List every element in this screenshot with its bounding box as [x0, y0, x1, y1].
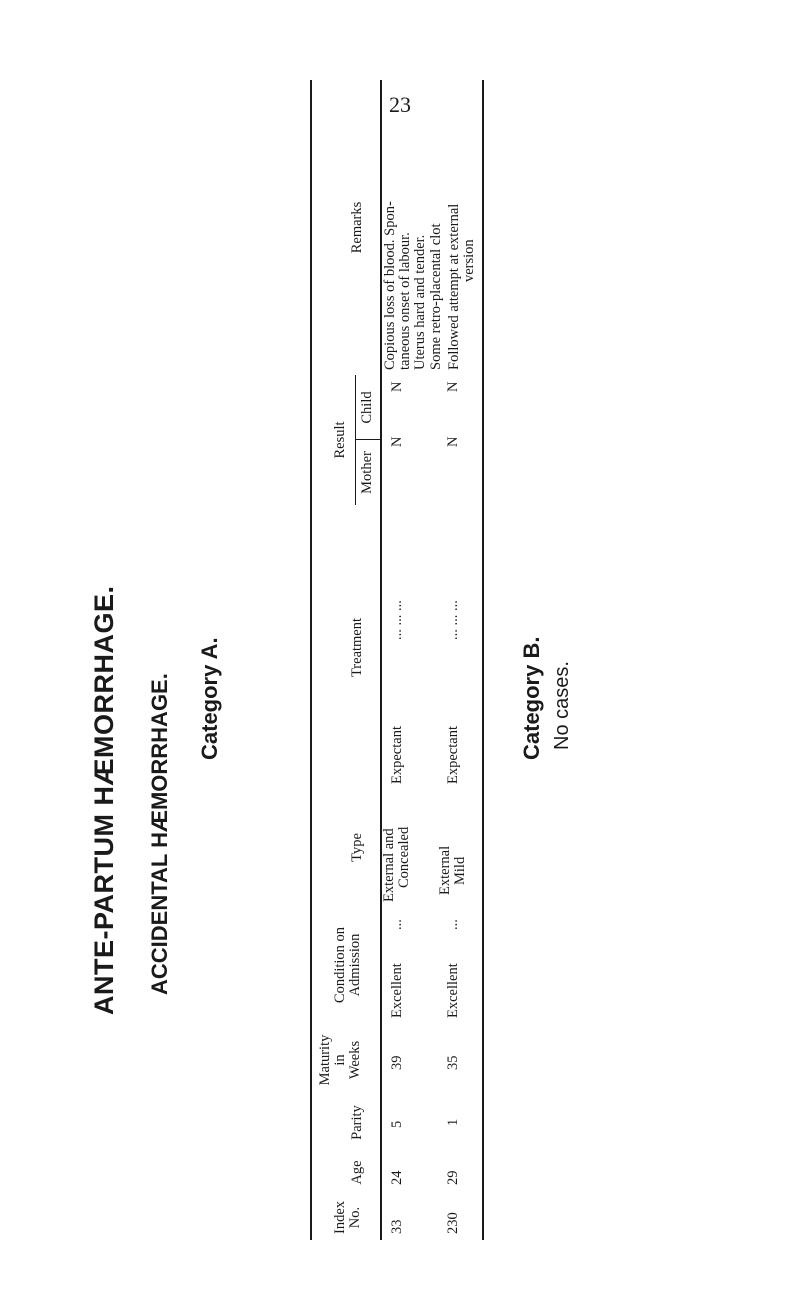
col-header-type: Type	[349, 833, 365, 862]
category-b-note: No cases.	[551, 661, 573, 750]
table-row-1-age: 24	[389, 1170, 405, 1185]
col-header-condition: Condition on Admission	[332, 926, 364, 1004]
table-bottom-rule	[482, 80, 484, 1240]
table-row-1-type: External and Concealed	[381, 826, 413, 902]
table-row-1-treatment: Expectant	[389, 726, 405, 784]
page-number: 23	[389, 92, 411, 117]
table-row-2-remarks: Followed attempt at external version	[446, 203, 478, 370]
col-header-parity: Parity	[349, 1105, 365, 1140]
table-row-2-index: 230	[445, 1212, 461, 1234]
table-row-2-treatment-dots: ... ... ...	[445, 600, 461, 640]
page-title: ANTE-PARTUM HÆMORRHAGE.	[89, 585, 119, 1015]
page-subtitle: ACCIDENTAL HÆMORRHAGE.	[147, 673, 172, 995]
rotated-table-page	[30, 80, 590, 1240]
table-row-1-mother: N	[389, 436, 405, 447]
col-header-index: Index No.	[332, 1201, 364, 1235]
table-row-2-child: N	[445, 381, 461, 392]
table-row-1-remarks: Copious loss of blood. Spon- taneous onset of labour. Uterus hard and tender. Some retro-placental clot	[382, 201, 444, 370]
table-row-2-treatment: Expectant	[445, 726, 461, 784]
table-row-1-parity: 5	[389, 1120, 405, 1128]
col-header-remarks: Remarks	[349, 201, 365, 254]
table-row-2-mother: N	[445, 436, 461, 447]
table-row-2-age: 29	[445, 1170, 461, 1185]
table-row-2-parity: 1	[445, 1118, 461, 1126]
col-header-treatment: Treatment	[349, 617, 365, 678]
table-row-1-index: 33	[389, 1219, 405, 1234]
table-row-1-child: N	[389, 381, 405, 392]
table-row-1-condition-dots: ...	[389, 919, 405, 930]
category-b-heading: Category B.	[519, 636, 544, 760]
category-a-heading: Category A.	[197, 637, 222, 760]
result-group-rule	[355, 375, 356, 505]
col-header-mother: Mother	[359, 451, 375, 494]
table-row-1-maturity: 39	[389, 1055, 405, 1070]
col-header-age: Age	[349, 1160, 365, 1185]
table-row-1-treatment-dots: ... ... ...	[389, 600, 405, 640]
table-row-2-condition: Excellent	[445, 963, 461, 1018]
col-header-child: Child	[359, 391, 375, 424]
col-header-maturity: Maturity in Weeks	[317, 1034, 364, 1086]
table-row-2-maturity: 35	[445, 1055, 461, 1070]
col-header-result: Result	[332, 421, 348, 459]
table-row-2-condition-dots: ...	[445, 919, 461, 930]
table-top-rule	[310, 80, 312, 1240]
table-row-1-condition: Excellent	[389, 963, 405, 1018]
table-row-2-type: External Mild	[437, 845, 469, 895]
